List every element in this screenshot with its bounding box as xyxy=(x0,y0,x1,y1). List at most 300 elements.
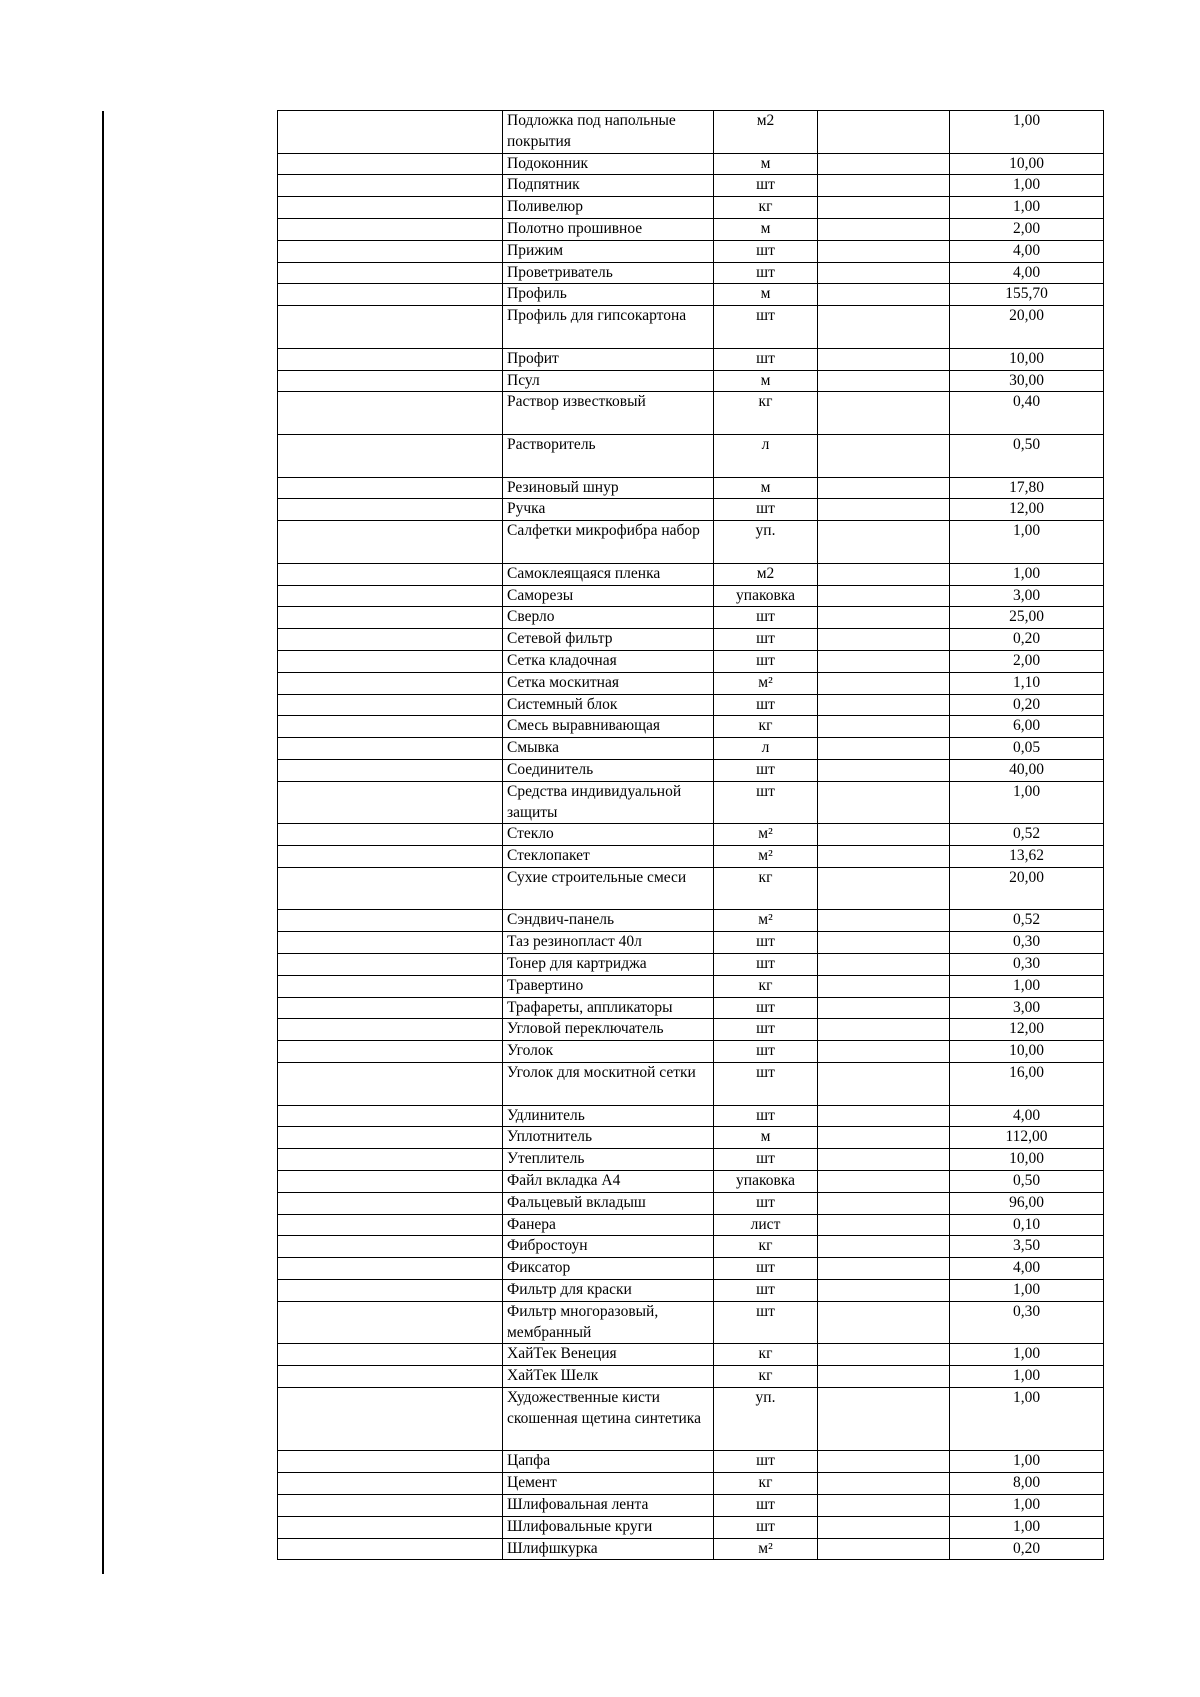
unit-cell: кг xyxy=(714,1473,818,1495)
empty-cell xyxy=(818,954,950,976)
material-name-cell: Подложка под напольные покрытия xyxy=(503,111,714,154)
quantity-cell: 0,10 xyxy=(950,1214,1104,1236)
quantity-cell: 1,00 xyxy=(950,1344,1104,1366)
table-row xyxy=(278,932,1104,954)
quantity-cell: 13,62 xyxy=(950,846,1104,868)
table-row xyxy=(278,1041,1104,1063)
empty-cell xyxy=(278,1236,503,1258)
quantity-cell: 0,30 xyxy=(950,932,1104,954)
quantity-cell: 3,50 xyxy=(950,1236,1104,1258)
material-name-cell: Уголок xyxy=(503,1041,714,1063)
quantity-cell: 2,00 xyxy=(950,218,1104,240)
quantity-cell: 30,00 xyxy=(950,370,1104,392)
unit-cell: лист xyxy=(714,1214,818,1236)
material-name-cell: Профиль xyxy=(503,284,714,306)
empty-cell xyxy=(818,370,950,392)
empty-cell xyxy=(818,1192,950,1214)
empty-cell xyxy=(278,1473,503,1495)
table-row xyxy=(278,1301,1104,1344)
unit-cell: шт xyxy=(714,348,818,370)
quantity-cell: 1,00 xyxy=(950,1451,1104,1473)
table-row xyxy=(278,1105,1104,1127)
empty-cell xyxy=(278,1516,503,1538)
empty-cell xyxy=(818,781,950,824)
empty-cell xyxy=(818,1105,950,1127)
table-row xyxy=(278,1344,1104,1366)
material-name-cell: Шлифовальная лента xyxy=(503,1495,714,1517)
quantity-cell: 1,00 xyxy=(950,1388,1104,1451)
empty-cell xyxy=(278,1127,503,1149)
empty-cell xyxy=(278,370,503,392)
empty-cell xyxy=(278,954,503,976)
material-name-cell: ХайТек Шелк xyxy=(503,1366,714,1388)
material-name-cell: Самоклеящаяся пленка xyxy=(503,563,714,585)
table-row xyxy=(278,434,1104,477)
unit-cell: шт xyxy=(714,240,818,262)
quantity-cell: 12,00 xyxy=(950,499,1104,521)
quantity-cell: 1,00 xyxy=(950,111,1104,154)
material-name-cell: Трафареты, аппликаторы xyxy=(503,997,714,1019)
unit-cell: шт xyxy=(714,954,818,976)
material-name-cell: Цапфа xyxy=(503,1451,714,1473)
material-name-cell: Фиксатор xyxy=(503,1258,714,1280)
unit-cell: кг xyxy=(714,1344,818,1366)
material-name-cell: Профит xyxy=(503,348,714,370)
empty-cell xyxy=(278,1105,503,1127)
table-row xyxy=(278,1171,1104,1193)
empty-cell xyxy=(278,694,503,716)
table-row xyxy=(278,218,1104,240)
empty-cell xyxy=(278,585,503,607)
empty-cell xyxy=(818,607,950,629)
quantity-cell: 0,50 xyxy=(950,434,1104,477)
table-row xyxy=(278,175,1104,197)
empty-cell xyxy=(818,521,950,564)
quantity-cell: 155,70 xyxy=(950,284,1104,306)
table-row xyxy=(278,111,1104,154)
unit-cell: м² xyxy=(714,824,818,846)
material-name-cell: Подпятник xyxy=(503,175,714,197)
quantity-cell: 0,52 xyxy=(950,910,1104,932)
table-row xyxy=(278,240,1104,262)
material-name-cell: Уплотнитель xyxy=(503,1127,714,1149)
empty-cell xyxy=(278,759,503,781)
material-name-cell: Сетевой фильтр xyxy=(503,629,714,651)
empty-cell xyxy=(278,1214,503,1236)
unit-cell: шт xyxy=(714,1516,818,1538)
left-margin-line xyxy=(102,111,104,1574)
empty-cell xyxy=(278,997,503,1019)
empty-cell xyxy=(818,1344,950,1366)
material-name-cell: Угловой переключатель xyxy=(503,1019,714,1041)
empty-cell xyxy=(818,932,950,954)
material-name-cell: Таз резинопласт 40л xyxy=(503,932,714,954)
table-row xyxy=(278,284,1104,306)
quantity-cell: 8,00 xyxy=(950,1473,1104,1495)
table-row xyxy=(278,1495,1104,1517)
empty-cell xyxy=(278,1388,503,1451)
table-row xyxy=(278,1538,1104,1560)
table-row xyxy=(278,910,1104,932)
unit-cell: шт xyxy=(714,629,818,651)
quantity-cell: 25,00 xyxy=(950,607,1104,629)
unit-cell: шт xyxy=(714,1451,818,1473)
empty-cell xyxy=(818,975,950,997)
unit-cell: м2 xyxy=(714,563,818,585)
unit-cell: шт xyxy=(714,932,818,954)
unit-cell: м² xyxy=(714,846,818,868)
unit-cell: м xyxy=(714,218,818,240)
empty-cell xyxy=(818,1214,950,1236)
unit-cell: м xyxy=(714,1127,818,1149)
table-row xyxy=(278,1019,1104,1041)
table-row xyxy=(278,975,1104,997)
table-row xyxy=(278,1280,1104,1302)
empty-cell xyxy=(818,1495,950,1517)
empty-cell xyxy=(278,197,503,219)
empty-cell xyxy=(818,218,950,240)
material-name-cell: Сухие строительные смеси xyxy=(503,867,714,910)
empty-cell xyxy=(818,824,950,846)
unit-cell: кг xyxy=(714,975,818,997)
empty-cell xyxy=(278,1041,503,1063)
table-row xyxy=(278,846,1104,868)
empty-cell xyxy=(818,1236,950,1258)
table-row xyxy=(278,1149,1104,1171)
unit-cell: шт xyxy=(714,1258,818,1280)
empty-cell xyxy=(818,306,950,349)
table-row xyxy=(278,607,1104,629)
quantity-cell: 0,20 xyxy=(950,1538,1104,1560)
empty-cell xyxy=(818,1280,950,1302)
empty-cell xyxy=(278,563,503,585)
empty-cell xyxy=(818,867,950,910)
empty-cell xyxy=(278,1301,503,1344)
material-name-cell: Фальцевый вкладыш xyxy=(503,1192,714,1214)
unit-cell: м xyxy=(714,153,818,175)
quantity-cell: 4,00 xyxy=(950,1258,1104,1280)
empty-cell xyxy=(278,975,503,997)
quantity-cell: 20,00 xyxy=(950,306,1104,349)
empty-cell xyxy=(818,1258,950,1280)
table-row xyxy=(278,867,1104,910)
quantity-cell: 112,00 xyxy=(950,1127,1104,1149)
material-name-cell: Сэндвич-панель xyxy=(503,910,714,932)
empty-cell xyxy=(278,434,503,477)
empty-cell xyxy=(278,262,503,284)
table-row xyxy=(278,694,1104,716)
table-row xyxy=(278,1214,1104,1236)
unit-cell: шт xyxy=(714,1192,818,1214)
unit-cell: кг xyxy=(714,392,818,435)
material-name-cell: Псул xyxy=(503,370,714,392)
material-name-cell: Прижим xyxy=(503,240,714,262)
empty-cell xyxy=(818,1063,950,1106)
table-row xyxy=(278,1473,1104,1495)
empty-cell xyxy=(818,910,950,932)
table-row xyxy=(278,306,1104,349)
empty-cell xyxy=(278,781,503,824)
empty-cell xyxy=(278,218,503,240)
unit-cell: л xyxy=(714,738,818,760)
empty-cell xyxy=(818,1366,950,1388)
table-row xyxy=(278,716,1104,738)
quantity-cell: 1,00 xyxy=(950,521,1104,564)
unit-cell: шт xyxy=(714,1019,818,1041)
quantity-cell: 40,00 xyxy=(950,759,1104,781)
table-row xyxy=(278,477,1104,499)
unit-cell: м xyxy=(714,370,818,392)
table-row xyxy=(278,650,1104,672)
quantity-cell: 0,20 xyxy=(950,629,1104,651)
empty-cell xyxy=(818,197,950,219)
empty-cell xyxy=(818,1127,950,1149)
quantity-cell: 6,00 xyxy=(950,716,1104,738)
quantity-cell: 0,30 xyxy=(950,954,1104,976)
quantity-cell: 0,30 xyxy=(950,1301,1104,1344)
empty-cell xyxy=(278,910,503,932)
unit-cell: кг xyxy=(714,867,818,910)
table-row xyxy=(278,392,1104,435)
empty-cell xyxy=(818,477,950,499)
empty-cell xyxy=(278,1258,503,1280)
unit-cell: шт xyxy=(714,607,818,629)
materials-table xyxy=(277,110,1104,1560)
empty-cell xyxy=(818,1538,950,1560)
table-row xyxy=(278,738,1104,760)
material-name-cell: Поливелюр xyxy=(503,197,714,219)
material-name-cell: Системный блок xyxy=(503,694,714,716)
empty-cell xyxy=(278,650,503,672)
unit-cell: шт xyxy=(714,1063,818,1106)
table-row xyxy=(278,499,1104,521)
quantity-cell: 4,00 xyxy=(950,1105,1104,1127)
table-row xyxy=(278,1127,1104,1149)
empty-cell xyxy=(278,1451,503,1473)
unit-cell: шт xyxy=(714,650,818,672)
empty-cell xyxy=(278,629,503,651)
empty-cell xyxy=(278,1063,503,1106)
empty-cell xyxy=(278,1344,503,1366)
material-name-cell: Раствор известковый xyxy=(503,392,714,435)
empty-cell xyxy=(818,348,950,370)
empty-cell xyxy=(818,997,950,1019)
empty-cell xyxy=(278,284,503,306)
unit-cell: упаковка xyxy=(714,585,818,607)
empty-cell xyxy=(278,1538,503,1560)
empty-cell xyxy=(278,932,503,954)
table-row xyxy=(278,1366,1104,1388)
empty-cell xyxy=(278,175,503,197)
empty-cell xyxy=(818,262,950,284)
quantity-cell: 2,00 xyxy=(950,650,1104,672)
table-row xyxy=(278,348,1104,370)
empty-cell xyxy=(818,1019,950,1041)
quantity-cell: 4,00 xyxy=(950,240,1104,262)
quantity-cell: 10,00 xyxy=(950,1149,1104,1171)
table-row xyxy=(278,629,1104,651)
empty-cell xyxy=(278,240,503,262)
empty-cell xyxy=(818,1473,950,1495)
table-row xyxy=(278,759,1104,781)
table-row xyxy=(278,153,1104,175)
unit-cell: шт xyxy=(714,1280,818,1302)
empty-cell xyxy=(278,1280,503,1302)
empty-cell xyxy=(278,716,503,738)
unit-cell: кг xyxy=(714,716,818,738)
materials-table-body xyxy=(278,111,1104,1560)
unit-cell: шт xyxy=(714,694,818,716)
quantity-cell: 12,00 xyxy=(950,1019,1104,1041)
table-row xyxy=(278,1063,1104,1106)
empty-cell xyxy=(818,650,950,672)
empty-cell xyxy=(818,1516,950,1538)
empty-cell xyxy=(818,563,950,585)
material-name-cell: Подоконник xyxy=(503,153,714,175)
material-name-cell: Сетка москитная xyxy=(503,672,714,694)
unit-cell: шт xyxy=(714,499,818,521)
unit-cell: шт xyxy=(714,1495,818,1517)
empty-cell xyxy=(278,521,503,564)
table-row xyxy=(278,1192,1104,1214)
material-name-cell: Шлифовальные круги xyxy=(503,1516,714,1538)
empty-cell xyxy=(818,585,950,607)
empty-cell xyxy=(278,499,503,521)
quantity-cell: 16,00 xyxy=(950,1063,1104,1106)
empty-cell xyxy=(818,672,950,694)
empty-cell xyxy=(818,694,950,716)
quantity-cell: 1,10 xyxy=(950,672,1104,694)
material-name-cell: Утеплитель xyxy=(503,1149,714,1171)
unit-cell: шт xyxy=(714,1041,818,1063)
unit-cell: м xyxy=(714,284,818,306)
material-name-cell: Фильтр многоразовый, мембранный xyxy=(503,1301,714,1344)
empty-cell xyxy=(818,153,950,175)
empty-cell xyxy=(818,716,950,738)
quantity-cell: 0,40 xyxy=(950,392,1104,435)
empty-cell xyxy=(278,111,503,154)
table-row xyxy=(278,521,1104,564)
empty-cell xyxy=(818,738,950,760)
empty-cell xyxy=(278,477,503,499)
quantity-cell: 20,00 xyxy=(950,867,1104,910)
material-name-cell: Шлифшкурка xyxy=(503,1538,714,1560)
quantity-cell: 1,00 xyxy=(950,175,1104,197)
empty-cell xyxy=(818,284,950,306)
unit-cell: м² xyxy=(714,1538,818,1560)
empty-cell xyxy=(278,824,503,846)
quantity-cell: 1,00 xyxy=(950,1280,1104,1302)
table-row xyxy=(278,585,1104,607)
quantity-cell: 4,00 xyxy=(950,262,1104,284)
quantity-cell: 10,00 xyxy=(950,348,1104,370)
quantity-cell: 0,50 xyxy=(950,1171,1104,1193)
empty-cell xyxy=(818,434,950,477)
material-name-cell: Сетка кладочная xyxy=(503,650,714,672)
quantity-cell: 1,00 xyxy=(950,1366,1104,1388)
material-name-cell: Профиль для гипсокартона xyxy=(503,306,714,349)
unit-cell: уп. xyxy=(714,521,818,564)
unit-cell: шт xyxy=(714,175,818,197)
quantity-cell: 1,00 xyxy=(950,563,1104,585)
empty-cell xyxy=(818,1388,950,1451)
unit-cell: кг xyxy=(714,1236,818,1258)
quantity-cell: 1,00 xyxy=(950,197,1104,219)
table-row xyxy=(278,1388,1104,1451)
quantity-cell: 1,00 xyxy=(950,975,1104,997)
empty-cell xyxy=(278,1192,503,1214)
table-row xyxy=(278,824,1104,846)
table-row xyxy=(278,262,1104,284)
unit-cell: упаковка xyxy=(714,1171,818,1193)
quantity-cell: 96,00 xyxy=(950,1192,1104,1214)
material-name-cell: Саморезы xyxy=(503,585,714,607)
empty-cell xyxy=(818,240,950,262)
table-row xyxy=(278,672,1104,694)
unit-cell: шт xyxy=(714,1301,818,1344)
empty-cell xyxy=(278,607,503,629)
table-row xyxy=(278,197,1104,219)
material-name-cell: Салфетки микрофибра набор xyxy=(503,521,714,564)
table-row xyxy=(278,1451,1104,1473)
empty-cell xyxy=(818,111,950,154)
unit-cell: м2 xyxy=(714,111,818,154)
quantity-cell: 3,00 xyxy=(950,997,1104,1019)
unit-cell: шт xyxy=(714,1149,818,1171)
empty-cell xyxy=(278,1019,503,1041)
empty-cell xyxy=(278,1495,503,1517)
empty-cell xyxy=(278,738,503,760)
empty-cell xyxy=(818,1301,950,1344)
material-name-cell: Цемент xyxy=(503,1473,714,1495)
unit-cell: шт xyxy=(714,997,818,1019)
material-name-cell: Полотно прошивное xyxy=(503,218,714,240)
material-name-cell: Файл вкладка А4 xyxy=(503,1171,714,1193)
quantity-cell: 0,52 xyxy=(950,824,1104,846)
quantity-cell: 1,00 xyxy=(950,781,1104,824)
quantity-cell: 3,00 xyxy=(950,585,1104,607)
unit-cell: м xyxy=(714,477,818,499)
empty-cell xyxy=(818,392,950,435)
material-name-cell: Травертино xyxy=(503,975,714,997)
material-name-cell: Резиновый шнур xyxy=(503,477,714,499)
material-name-cell: Тонер для картриджа xyxy=(503,954,714,976)
quantity-cell: 0,20 xyxy=(950,694,1104,716)
material-name-cell: Смывка xyxy=(503,738,714,760)
material-name-cell: Сверло xyxy=(503,607,714,629)
unit-cell: м² xyxy=(714,672,818,694)
quantity-cell: 0,05 xyxy=(950,738,1104,760)
empty-cell xyxy=(818,759,950,781)
unit-cell: кг xyxy=(714,197,818,219)
material-name-cell: Фильтр для краски xyxy=(503,1280,714,1302)
quantity-cell: 17,80 xyxy=(950,477,1104,499)
empty-cell xyxy=(818,1149,950,1171)
material-name-cell: Проветриватель xyxy=(503,262,714,284)
empty-cell xyxy=(278,306,503,349)
material-name-cell: Уголок для москитной сетки xyxy=(503,1063,714,1106)
empty-cell xyxy=(278,846,503,868)
material-name-cell: Удлинитель xyxy=(503,1105,714,1127)
unit-cell: м² xyxy=(714,910,818,932)
empty-cell xyxy=(818,629,950,651)
empty-cell xyxy=(278,1366,503,1388)
empty-cell xyxy=(818,1451,950,1473)
empty-cell xyxy=(818,846,950,868)
empty-cell xyxy=(278,1149,503,1171)
table-row xyxy=(278,954,1104,976)
quantity-cell: 10,00 xyxy=(950,1041,1104,1063)
